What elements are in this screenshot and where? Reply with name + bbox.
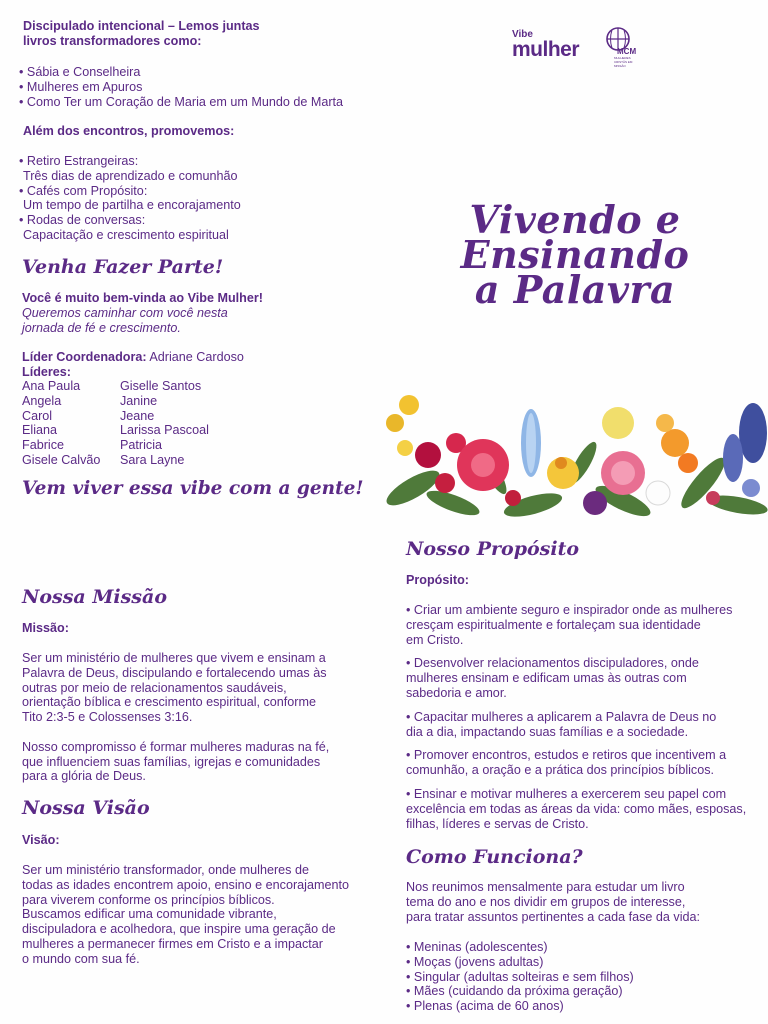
text-line: sabedoria e amor. [406,685,507,700]
list-item: • Mães (cuidando da próxima geração) [406,984,756,999]
leader-name: Larissa Pascoal [120,423,209,438]
missao-heading: Nossa Missão [22,586,167,608]
leader-name: Carol [22,408,53,423]
mcm-tagline: MULHERES CRISTÃS EM MISSÃO [614,56,633,68]
list-item: • Cafés com Propósito: [19,183,148,198]
text-line: tema do ano e nos dividir em grupos de interesse, [406,894,686,909]
leader-name: Gisele Calvão [22,452,101,467]
welcome-text: Queremos caminhar com você nesta [22,305,228,320]
text-line: todas as idades encontrem apoio, ensino e encorajamento [22,877,349,892]
text-line: Ser um ministério transformador, onde mulheres de [22,863,309,877]
leader-name: Sara Layne [120,452,185,467]
text-line: que influenciem suas famílias, igrejas e comunidades [22,754,321,769]
missao-label: Missão: [22,621,69,635]
leader-name: Angela [22,393,62,408]
leader-name: Fabrice [22,438,64,453]
text-line: excelência em todas as áreas da vida: como mães, esposas, [406,801,747,816]
list-item: • Sábia e Conselheira [19,65,379,80]
logo-vibe: Vibe [512,29,533,40]
text-line: Nosso compromisso é formar mulheres maduras na fé, [22,739,330,754]
list-item [406,748,756,778]
books-list [19,65,379,109]
books-intro [23,19,363,49]
closing-slogan: Vem viver essa vibe com a gente! [22,478,364,499]
text-line: Tito 2:3-5 e Colossenses 3:16. [22,710,193,725]
text-line: outras por meio de relacionamentos saudáveis, [22,680,287,695]
vibe-mulher-logo [512,30,579,60]
visao-heading: Nossa Visão [22,797,150,819]
text-line: o mundo com sua fé. [22,951,140,966]
text-line: cresçam espiritualmente e fortaleçam sua identidade [406,617,701,632]
flowers-illustration [383,393,768,519]
mcm-text: MCM [617,47,637,56]
text-line: • Ensinar e motivar mulheres a exercerem seu papel com [406,786,727,801]
list-item: • Meninas (adolescentes) [406,940,756,955]
text-line: • Criar um ambiente seguro e inspirador onde as mulheres [406,603,733,617]
leader-name: Giselle Santos [120,379,202,393]
logo-mulher: mulher [512,38,580,61]
intro-title: livros transformadores como: [23,33,202,48]
hero-line: Vivendo e [469,197,681,242]
coordinator-name: Adriane Cardoso [149,350,244,364]
text-line: Buscamos edificar uma comunidade vibrante, [22,907,277,922]
text-line: comunhão, a oração e a prática dos princípios bíblicos. [406,763,715,778]
list-item-desc: Três dias de aprendizado e comunhão [23,168,238,183]
coordinator [22,350,244,380]
list-item: • Rodas de conversas: [19,213,146,228]
leader-name: Eliana [22,423,58,438]
intro-title: Discipulado intencional – Lemos juntas [23,19,260,33]
list-item-desc: Capacitação e crescimento espiritual [23,227,229,242]
text-line: dia a dia, impactando suas famílias e a sociedade. [406,724,689,739]
visao-text [22,863,382,967]
welcome-text: Você é muito bem-vinda ao Vibe Mulher! [22,291,263,305]
proposito-list [406,603,756,831]
leader-name: Ana Paula [22,379,81,393]
text-line: mulheres a permanecer firmes em Cristo e a impactar [22,936,323,951]
text-line: em Cristo. [406,632,464,647]
text-line: filhas, líderes e servas de Cristo. [406,816,589,831]
hero-line: Ensinando [460,232,690,277]
proposito-label: Propósito: [406,573,469,587]
leaders-list [22,379,240,468]
list-item [406,603,756,647]
list-item: • Mulheres em Apuros [19,80,379,95]
text-line: orientação bíblica e crescimento espiritual, conforme [22,695,316,710]
text-line: para tratar assuntos pertinentes a cada fase da vida: [406,909,701,924]
proposito-heading: Nosso Propósito [406,538,580,560]
flower-banner [383,393,768,519]
list-item: • Singular (adultas solteiras e sem filhos) [406,970,756,985]
welcome-block [22,291,352,335]
text-line: • Capacitar mulheres a aplicarem a Palavra de Deus no [406,709,717,724]
promote-list [19,154,319,243]
leader-name: Jeane [120,408,155,423]
mcm-logo [601,25,649,69]
funciona-heading: Como Funciona? [406,846,583,868]
list-item: • Moças (jovens adultas) [406,955,756,970]
list-item-desc: Um tempo de partilha e encorajamento [23,198,241,213]
hero-line: a Palavra [474,267,676,312]
list-item [406,656,756,700]
list-item [406,787,756,831]
leader-name: Janine [120,393,158,408]
text-line: Ser um ministério de mulheres que vivem e ensinam a [22,651,326,665]
list-item [406,710,756,740]
leaders-label: Líderes: [22,364,71,379]
text-line: • Promover encontros, estudos e retiros que incentivem a [406,748,727,763]
missao-text [22,651,382,784]
list-item: • Retiro Estrangeiras: [19,154,139,168]
hero-title [430,197,720,312]
text-line: para viverem conforme os princípios bíblicos. [22,892,275,907]
join-heading: Venha Fazer Parte! [22,256,224,278]
promote-title: Além dos encontros, promovemos: [23,124,235,138]
text-line: para a glória de Deus. [22,769,146,784]
welcome-text: jornada de fé e crescimento. [22,320,181,335]
list-item: • Como Ter um Coração de Maria em um Mundo de Marta [19,95,379,110]
text-line: discipuladora e acolhedora, que inspire uma geração de [22,922,336,937]
text-line: Nos reunimos mensalmente para estudar um livro [406,880,685,894]
coordinator-label: Líder Coordenadora: [22,350,147,364]
text-line: Palavra de Deus, discipulando e fortalecendo umas às [22,665,327,680]
groups-list [406,940,756,1014]
text-line: mulheres ensinam e edificam umas às outras com [406,671,687,686]
text-line: • Desenvolver relacionamentos discipuladores, onde [406,656,699,671]
leader-name: Patricia [120,438,162,453]
list-item: • Plenas (acima de 60 anos) [406,999,756,1014]
funciona-text [406,880,756,924]
visao-label: Visão: [22,833,60,847]
